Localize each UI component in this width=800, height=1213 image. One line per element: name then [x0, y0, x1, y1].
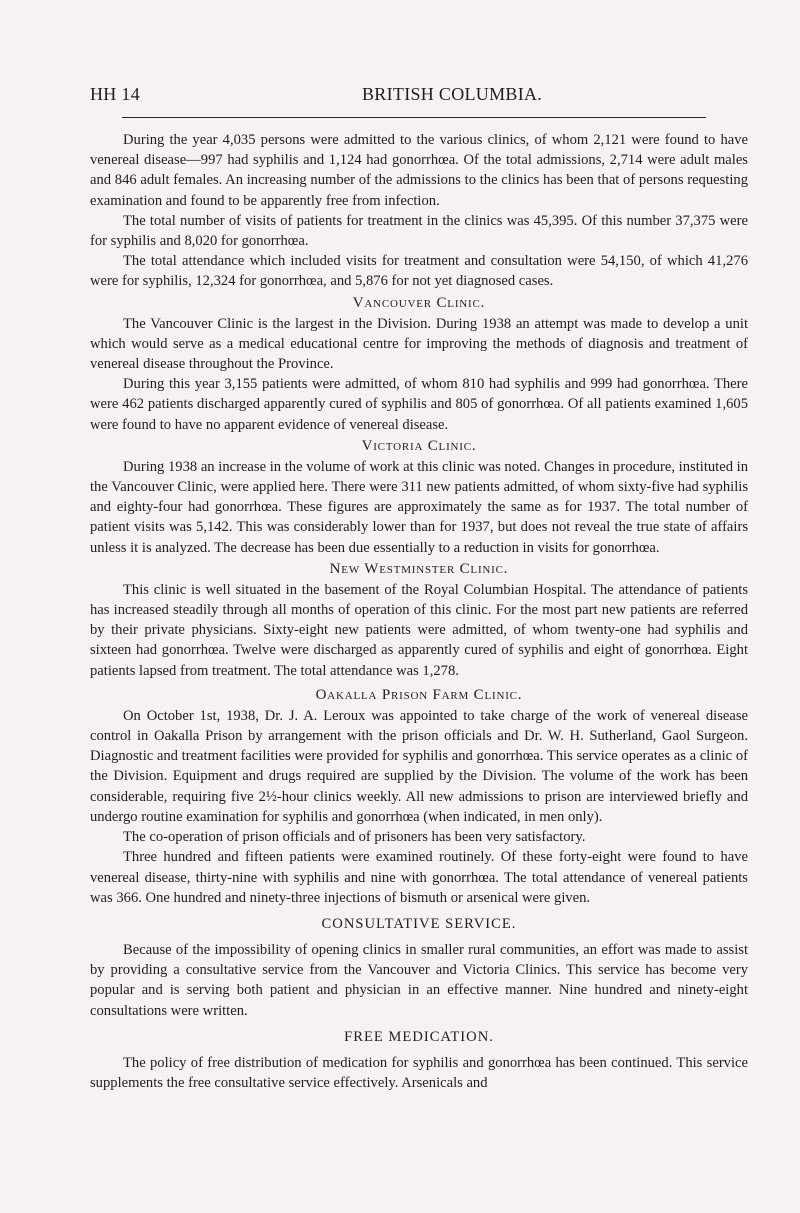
section-heading-free-medication: FREE MEDICATION.	[344, 1028, 494, 1045]
paragraph: During the year 4,035 persons were admitted to the various clinics, of whom 2,121 were found to have venereal disease—997 had syphilis and 1,124 had gonorrhœa. Of the total admissions, 2,714 were adult males and 846 adult females. An increasing number of the admissions to the clinics has been that of persons requesting examination and found to be apparently free from infection.	[90, 132, 748, 209]
section-heading-vancouver: Vancouver Clinic.	[352, 294, 486, 311]
running-title: BRITISH COLUMBIA.	[362, 84, 543, 104]
paragraph: This clinic is well situated in the basement of the Royal Columbian Hospital. The attendance of patients has increased steadily through all months of operation of this clinic. For the most part new patients are referred by their private physicians. Sixty-eight new patients were admitted, of whom twenty-one had syphilis and sixteen had gonorrhœa. Twelve were discharged as apparently cured of syphilis and eight of gonorrhœa. Eight patients lapsed from treatment. The total attendance was 1,278.	[90, 581, 748, 679]
paragraph: During 1938 an increase in the volume of work at this clinic was noted. Changes in procedure, instituted in the Vancouver Clinic, were applied here. There were 311 new patients admitted, of whom sixty-five had syphilis and eighty-four had gonorrhœa. These figures are approximately the same as for 1937. The total number of patient visits was 5,142. This was considerably lower than for 1937, but does not reveal the true state of affairs unless it is analyzed. The decrease has been due essentially to a reduction in visits for gonorrhœa.	[90, 458, 748, 556]
page-number: HH 14	[90, 84, 140, 104]
paragraph: The Vancouver Clinic is the largest in the Division. During 1938 an attempt was made to develop a unit which would serve as a medical educational centre for improving the methods of diagnosis and treatment of venereal disease throughout the Province.	[90, 315, 748, 373]
page-header	[90, 84, 750, 106]
paragraph: On October 1st, 1938, Dr. J. A. Leroux was appointed to take charge of the work of venereal disease control in Oakalla Prison by arrangement with the prison officials and Dr. W. H. Sutherland, Gaol Surgeon. Diagnostic and treatment facilities were provided for syphilis and gonorrhœa. This service operates as a clinic of the Division. Equipment and drugs required are supplied by the Division. The volume of the work has been considerable, requiring five 2½-hour clinics weekly. All new admissions to prison are interviewed briefly and undergo routine examination for syphilis and gonorrhœa (when indicated, in men only).	[90, 707, 748, 825]
section-heading-consultative-service: CONSULTATIVE SERVICE.	[321, 915, 517, 932]
section-heading-victoria: Victoria Clinic.	[361, 437, 477, 454]
body-text	[90, 130, 748, 1093]
paragraph: Three hundred and fifteen patients were examined routinely. Of these forty-eight were found to have venereal disease, thirty-nine with syphilis and nine with gonorrhœa. The total attendance of venereal patients was 366. One hundred and ninety-three injections of bismuth or arsenical were given.	[90, 849, 748, 906]
paragraph: The co-operation of prison officials and of prisoners has been very satisfactory.	[123, 829, 586, 846]
paragraph: The policy of free distribution of medication for syphilis and gonorrhœa has been continued. This service supplements the free consultative service effectively. Arsenicals and	[90, 1054, 748, 1091]
paragraph: The total attendance which included visits for treatment and consultation were 54,150, of which 41,276 were for syphilis, 12,324 for gonorrhœa, and 5,876 for not yet diagnosed cases.	[90, 253, 748, 290]
paragraph: Because of the impossibility of opening clinics in smaller rural communities, an effort was made to assist by providing a consultative service from the Vancouver and Victoria Clinics. This service has become very popular and is serving both patient and physician in an effective manner. Nine hundred and ninety-eight consultations were written.	[90, 941, 748, 1019]
header-rule	[122, 117, 706, 118]
section-heading-new-westminster: New Westminster Clinic.	[329, 560, 509, 577]
section-heading-oakalla: Oakalla Prison Farm Clinic.	[315, 686, 523, 703]
paragraph: The total number of visits of patients for treatment in the clinics was 45,395. Of this number 37,375 were for syphilis and 8,020 for gonorrhœa.	[90, 212, 748, 250]
paragraph: During this year 3,155 patients were admitted, of whom 810 had syphilis and 999 had gonorrhœa. There were 462 patients discharged apparently cured of syphilis and 805 of gonorrhœa. Of all patients examined 1,605 were found to have no apparent evidence of venereal disease.	[90, 376, 748, 433]
